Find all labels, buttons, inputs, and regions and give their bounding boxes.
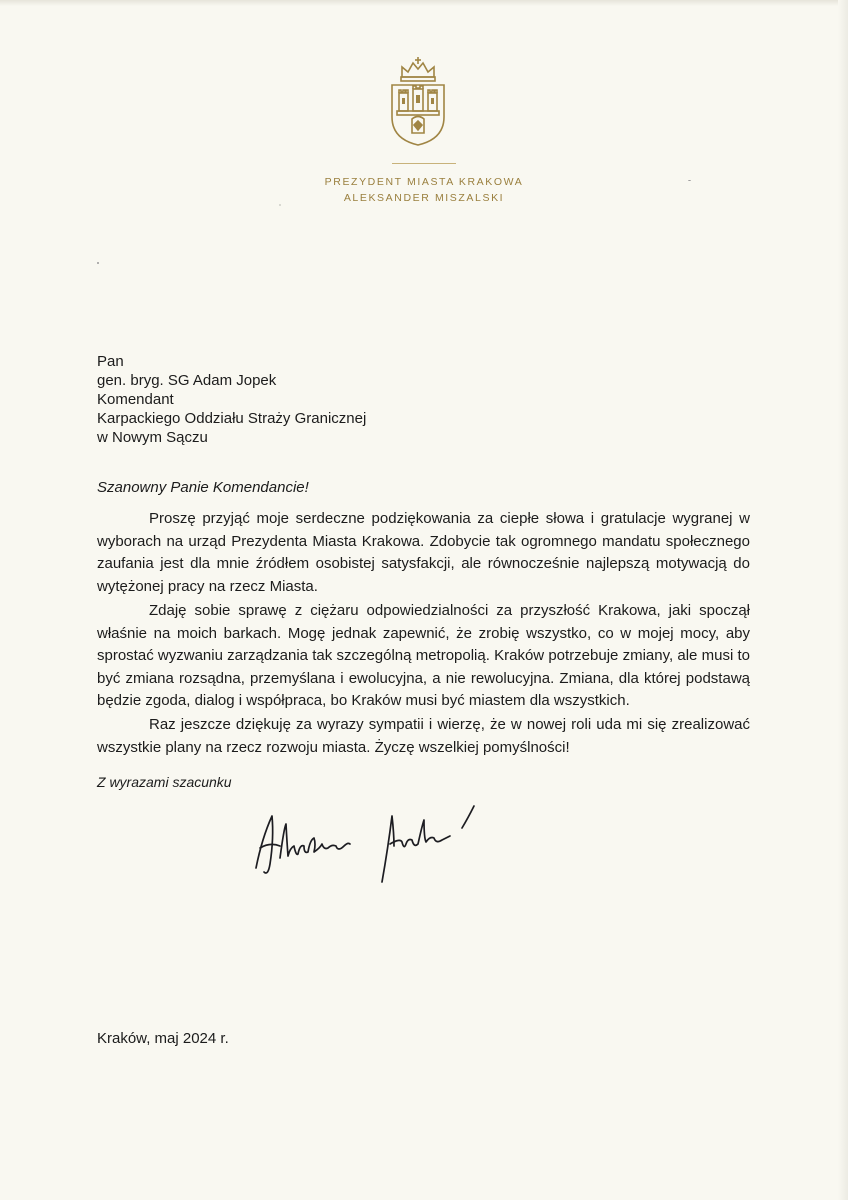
scan-edge-top [0,0,848,6]
letterhead-divider [392,163,456,164]
recipient-title: Komendant [97,391,174,408]
handwritten-signature-icon [250,798,490,883]
office-holder: ALEKSANDER MISZALSKI [343,192,505,204]
closing-phrase: Z wyrazami szacunku [97,774,232,790]
recipient-location: w Nowym Sączu [97,429,208,446]
scan-speck [279,204,281,206]
recipient-line: Pan [97,353,124,370]
body-paragraph: Zdaję sobie sprawę z ciężaru odpowiedzialności za przyszłość Krakowa, jaki spoczął właśnie na moich barkach. Mogę jednak zapewnić, że zrobię wszystko, co w mojej mocy, aby sprostać wyzwaniu zarządzania tak szczególną metropolią. Kraków potrzebuje zmiany, ale musi to być zmiana rozsądna, przemyślana i ewolucyjna, a nie rewolucyjna. Zmiana, dla której podstawą będzie zgoda, dialog i współpraca, bo Kraków musi być miastem dla wszystkich. [97,602,750,709]
place-and-date: Kraków, maj 2024 r. [97,1030,229,1047]
krakow-coat-of-arms-icon [388,55,448,147]
recipient-unit: Karpackiego Oddziału Straży Granicznej [97,410,367,427]
salutation: Szanowny Panie Komendancie! [97,479,309,496]
recipient-name: gen. bryg. SG Adam Jopek [97,372,277,389]
body-paragraph: Proszę przyjąć moje serdeczne podziękowania za ciepłe słowa i gratulacje wygranej w wyborach na urząd Prezydenta Miasta Krakowa. Zdobycie tak ogromnego mandatu społecznego zaufania jest dla mnie źródłem osobistej satysfakcji, ale równocześnie najlepszą motywacją do wytężonej pracy na rzecz Miasta. [97,510,750,595]
scan-speck [97,262,99,264]
body-paragraph: Raz jeszcze dziękuję za wyrazy sympatii i wierzę, że w nowej roli uda mi się zrealizować wszystkie plany na rzecz rozwoju miasta. Życzę wszelkiej pomyślności! [97,716,750,756]
scan-speck [688,180,691,181]
office-title: PREZYDENT MIASTA KRAKOWA [324,176,524,188]
